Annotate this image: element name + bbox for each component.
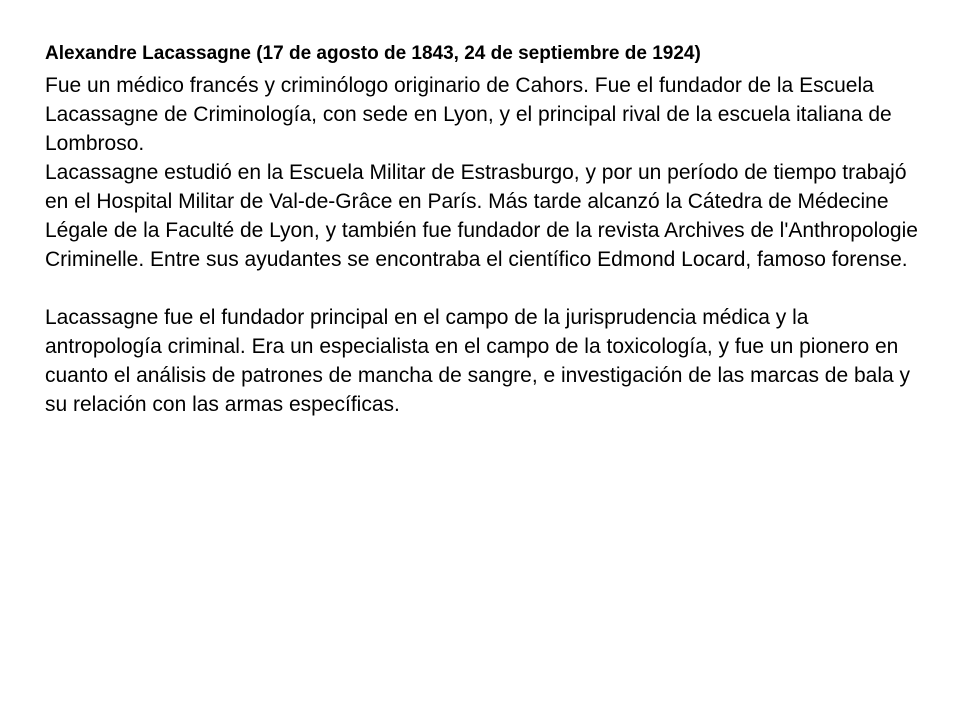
slide-title: Alexandre Lacassagne (17 de agosto de 1843, 24 de septiembre de 1924) — [45, 43, 701, 64]
paragraph-career: Lacassagne estudió en la Escuela Militar de Estrasburgo, y por un período de tiempo trabajó en el Hospital Militar de Val-de-Grâce en París. Más tarde alcanzó la Cátedra de Médecine Légale de la Faculté de Lyon, y también fue fundador de la revista Archives de l'Anthropologie Criminelle. Entre sus ayudantes se encontraba el científico Edmond Locard, famoso forense. — [45, 161, 918, 271]
paragraph-contributions: Lacassagne fue el fundador principal en el campo de la jurisprudencia médica y la antropología criminal. Era un especialista en el campo de la toxicología, y fue un pionero en cuanto el análisis de patrones de mancha de sangre, e investigación de las marcas de bala y su relación con las armas específicas. — [45, 306, 911, 416]
slide-text-box — [45, 41, 930, 419]
paragraph-spacer — [45, 274, 930, 303]
paragraph-intro: Fue un médico francés y criminólogo originario de Cahors. Fue el fundador de la Escuela Lacassagne de Criminología, con sede en Lyon, y el principal rival de la escuela italiana de Lombroso. — [45, 74, 892, 155]
